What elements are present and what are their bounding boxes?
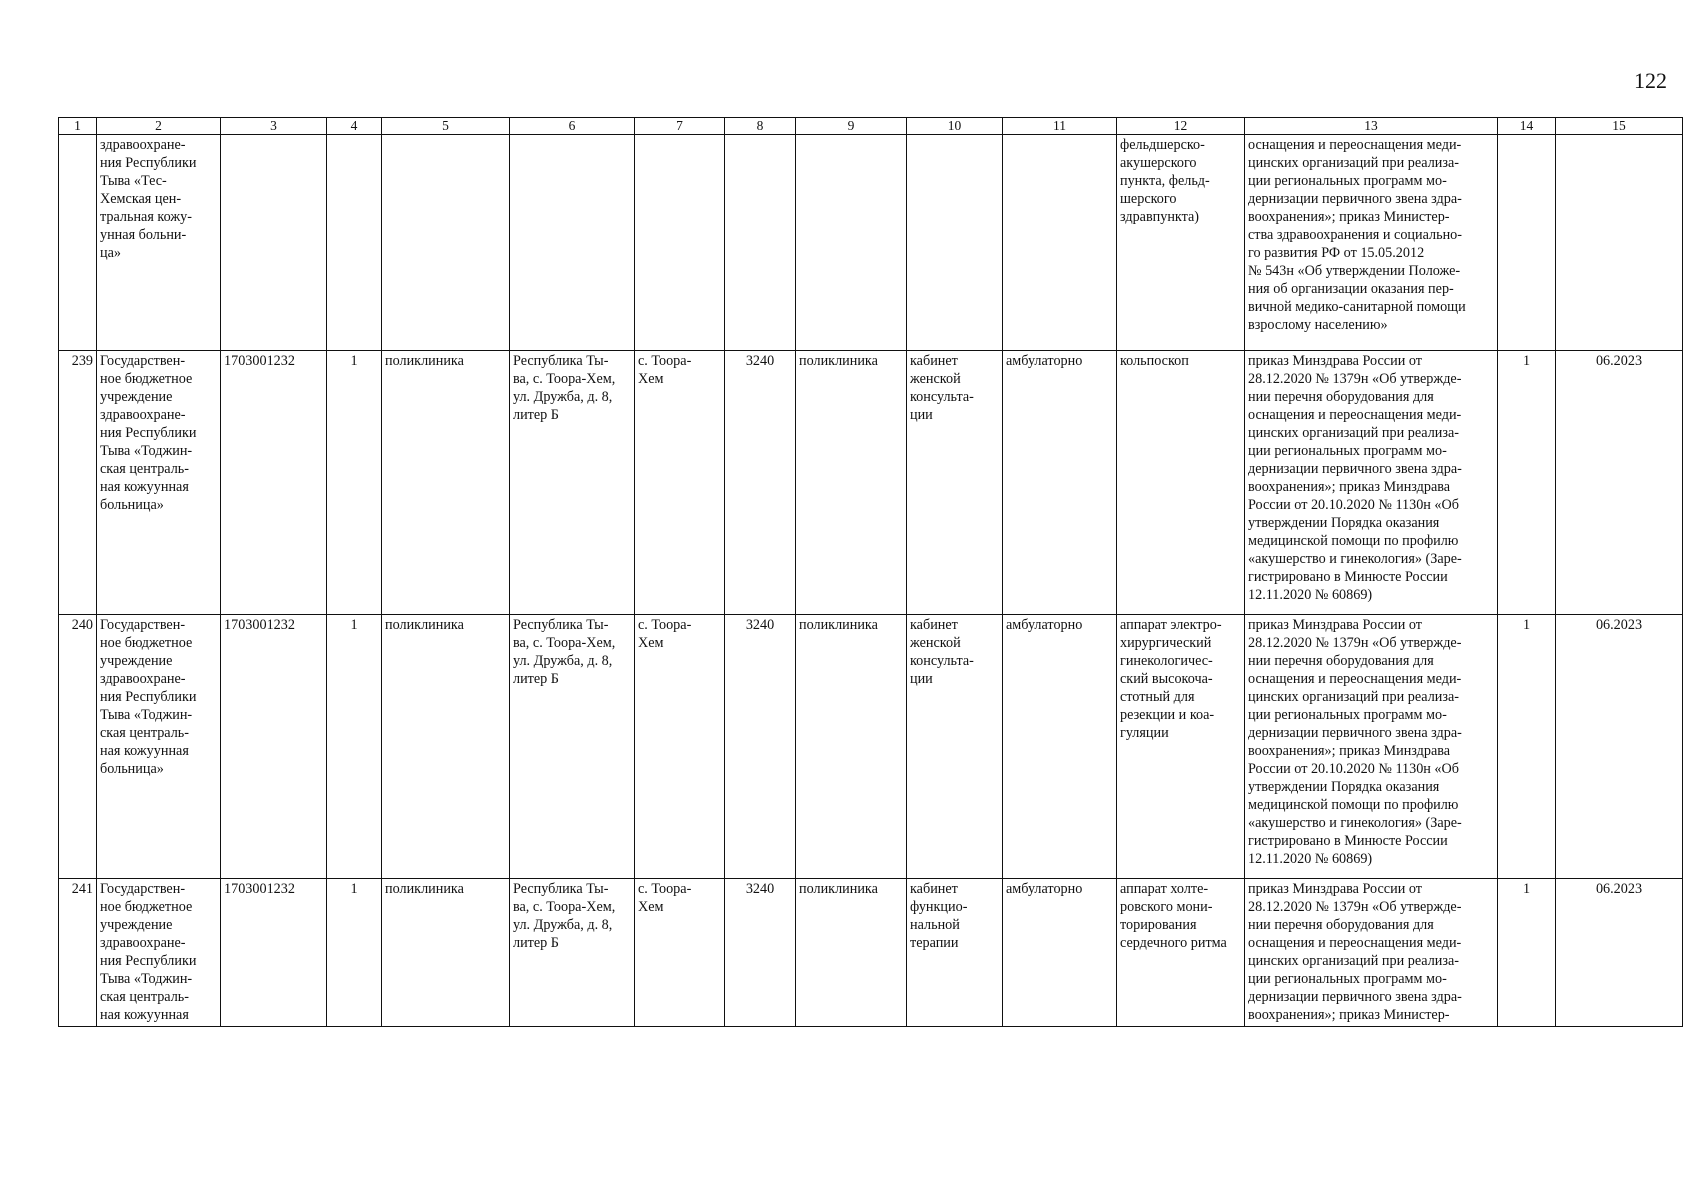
column-number-12: 12 <box>1117 118 1245 135</box>
cell-quantity-units: 1 <box>327 879 382 1027</box>
cell-date: 06.2023 <box>1556 879 1683 1027</box>
cell-quantity-units <box>327 135 382 351</box>
cell-row-number: 241 <box>59 879 97 1027</box>
table-row-241 <box>59 879 1683 1027</box>
cell-inn: 1703001232 <box>221 351 327 615</box>
cell-legal-basis: приказ Минздрава России от 28.12.2020 № 1379н «Об утвержде- нии перечня оборудования для оснащения и переоснащения меди- цинских организаций при реализа- ции региональных программ мо- дернизации первичного звена здра- воохранения»; приказ Минздрава России от 20.10.2020 № 1130н «Об утверждении Порядка оказания медицинской помощи по профилю «акушерство и гинекология» (Заре- гистрировано в Минюсте России 12.11.2020 № 60869) <box>1245 351 1498 615</box>
cell-count: 1 <box>1498 615 1556 879</box>
cell-code: 3240 <box>725 615 796 879</box>
cell-equipment: аппарат электро- хирургический гинекологичес- ский высокоча- стотный для резекции и коа- гуляции <box>1117 615 1245 879</box>
cell-count: 1 <box>1498 879 1556 1027</box>
cell-code: 3240 <box>725 351 796 615</box>
table-row-continuation <box>59 135 1683 351</box>
cell-settlement <box>635 135 725 351</box>
cell-address: Республика Ты- ва, с. Тоора-Хем, ул. Дружба, д. 8, литер Б <box>510 615 635 879</box>
cell-count: 1 <box>1498 351 1556 615</box>
cell-row-number: 240 <box>59 615 97 879</box>
cell-settlement: с. Тоора- Хем <box>635 351 725 615</box>
cell-legal-basis: приказ Минздрава России от 28.12.2020 № 1379н «Об утвержде- нии перечня оборудования для оснащения и переоснащения меди- цинских организаций при реализа- ции региональных программ мо- дернизации первичного звена здра- воохранения»; приказ Министер- <box>1245 879 1498 1027</box>
cell-cabinet <box>907 135 1003 351</box>
cell-unit-type <box>382 135 510 351</box>
cell-organization: здравоохране- ния Республики Тыва «Тес- Хемская цен- тральная кожу- унная больни- ца» <box>97 135 221 351</box>
column-number-7: 7 <box>635 118 725 135</box>
column-number-15: 15 <box>1556 118 1683 135</box>
cell-date: 06.2023 <box>1556 351 1683 615</box>
cell-care-conditions: амбулаторно <box>1003 615 1117 879</box>
cell-count <box>1498 135 1556 351</box>
cell-date <box>1556 135 1683 351</box>
cell-care-conditions: амбулаторно <box>1003 879 1117 1027</box>
cell-department: поликлиника <box>796 351 907 615</box>
cell-care-conditions: амбулаторно <box>1003 351 1117 615</box>
cell-date: 06.2023 <box>1556 615 1683 879</box>
cell-inn: 1703001232 <box>221 615 327 879</box>
column-number-1: 1 <box>59 118 97 135</box>
cell-cabinet: кабинет женской консульта- ции <box>907 615 1003 879</box>
cell-organization: Государствен- ное бюджетное учреждение здравоохране- ния Республики Тыва «Тоджин- ская централь- ная кожуунная больница» <box>97 351 221 615</box>
cell-care-conditions <box>1003 135 1117 351</box>
column-number-10: 10 <box>907 118 1003 135</box>
cell-settlement: с. Тоора- Хем <box>635 879 725 1027</box>
cell-row-number <box>59 135 97 351</box>
cell-department: поликлиника <box>796 615 907 879</box>
table-row-240 <box>59 615 1683 879</box>
cell-cabinet: кабинет функцио- нальной терапии <box>907 879 1003 1027</box>
column-number-11: 11 <box>1003 118 1117 135</box>
cell-quantity-units: 1 <box>327 615 382 879</box>
equipment-table <box>58 117 1683 1027</box>
column-number-14: 14 <box>1498 118 1556 135</box>
column-number-13: 13 <box>1245 118 1498 135</box>
cell-inn: 1703001232 <box>221 879 327 1027</box>
cell-equipment: кольпоскоп <box>1117 351 1245 615</box>
cell-unit-type: поликлиника <box>382 615 510 879</box>
cell-address: Республика Ты- ва, с. Тоора-Хем, ул. Дружба, д. 8, литер Б <box>510 351 635 615</box>
column-number-row <box>59 118 1683 135</box>
cell-quantity-units: 1 <box>327 351 382 615</box>
table-row-239 <box>59 351 1683 615</box>
column-number-5: 5 <box>382 118 510 135</box>
cell-equipment: аппарат холте- ровского мони- торирования сердечного ритма <box>1117 879 1245 1027</box>
column-number-4: 4 <box>327 118 382 135</box>
cell-department: поликлиника <box>796 879 907 1027</box>
column-number-8: 8 <box>725 118 796 135</box>
column-number-2: 2 <box>97 118 221 135</box>
cell-unit-type: поликлиника <box>382 351 510 615</box>
cell-organization: Государствен- ное бюджетное учреждение здравоохране- ния Республики Тыва «Тоджин- ская централь- ная кожуунная больница» <box>97 615 221 879</box>
cell-unit-type: поликлиника <box>382 879 510 1027</box>
cell-organization: Государствен- ное бюджетное учреждение здравоохране- ния Республики Тыва «Тоджин- ская централь- ная кожуунная <box>97 879 221 1027</box>
column-number-9: 9 <box>796 118 907 135</box>
cell-address: Республика Ты- ва, с. Тоора-Хем, ул. Дружба, д. 8, литер Б <box>510 879 635 1027</box>
cell-inn <box>221 135 327 351</box>
cell-cabinet: кабинет женской консульта- ции <box>907 351 1003 615</box>
cell-code <box>725 135 796 351</box>
page-number: 122 <box>1634 68 1667 93</box>
column-number-6: 6 <box>510 118 635 135</box>
cell-code: 3240 <box>725 879 796 1027</box>
cell-row-number: 239 <box>59 351 97 615</box>
cell-address <box>510 135 635 351</box>
cell-department <box>796 135 907 351</box>
cell-equipment: фельдшерско- акушерского пункта, фельд- шерского здравпункта) <box>1117 135 1245 351</box>
column-number-3: 3 <box>221 118 327 135</box>
cell-legal-basis: приказ Минздрава России от 28.12.2020 № 1379н «Об утвержде- нии перечня оборудования для оснащения и переоснащения меди- цинских организаций при реализа- ции региональных программ мо- дернизации первичного звена здра- воохранения»; приказ Минздрава России от 20.10.2020 № 1130н «Об утверждении Порядка оказания медицинской помощи по профилю «акушерство и гинекология» (Заре- гистрировано в Минюсте России 12.11.2020 № 60869) <box>1245 615 1498 879</box>
cell-legal-basis: оснащения и переоснащения меди- цинских организаций при реализа- ции региональных программ мо- дернизации первичного звена здра- воохранения»; приказ Министер- ства здравоохранения и социально- го развития РФ от 15.05.2012 № 543н «Об утверждении Положе- ния об организации оказания пер- вичной медико-санитарной помощи взрослому населению» <box>1245 135 1498 351</box>
cell-settlement: с. Тоора- Хем <box>635 615 725 879</box>
